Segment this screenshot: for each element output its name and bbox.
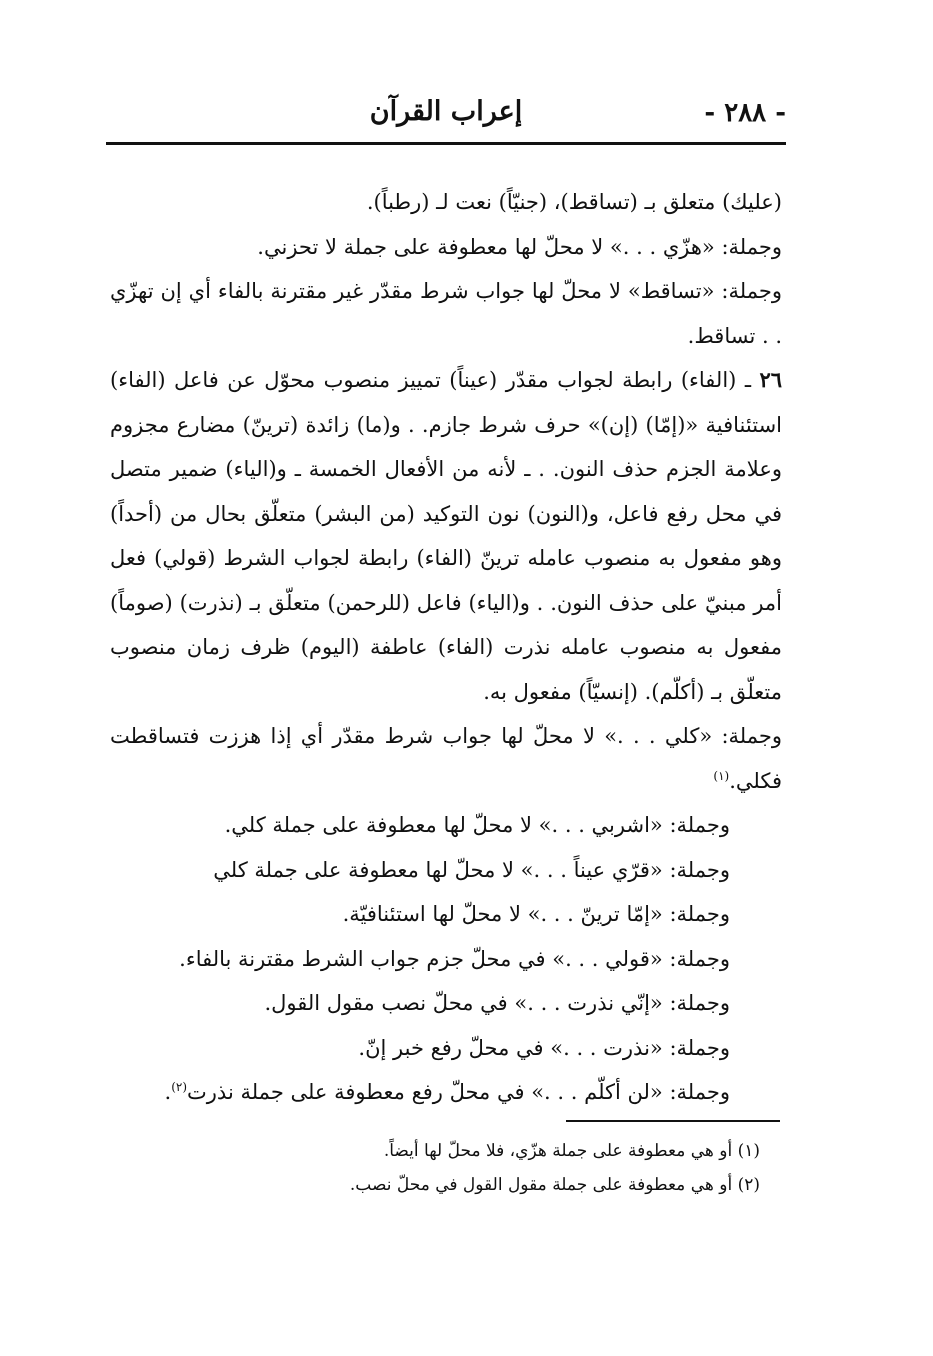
list-item: وجملة: «إنّي نذرت . . .» في محلّ نصب مقول القول.: [264, 991, 730, 1015]
footnote-ref-1: (١): [713, 768, 730, 783]
sentence-list: [110, 803, 782, 1115]
header-rule: [106, 142, 786, 145]
paragraph-5: [110, 714, 782, 803]
page-number: - ٢٨٨ -: [704, 98, 786, 128]
footnote-2: (٢) أو هي معطوفة على جملة مقول القول في محلّ نصب.: [349, 1175, 760, 1195]
list-item-last-text: وجملة: «لن أكلّم . . .» في محلّ رفع معطوفة على جملة نذرت: [187, 1080, 730, 1104]
list-item: وجملة: «إمّا ترينّ . . .» لا محلّ لها استئنافيّة.: [342, 902, 730, 926]
paragraph-2: وجملة: «هزّي . . .» لا محلّ لها معطوفة على جملة لا تحزني.: [257, 234, 782, 259]
body-text: [110, 180, 782, 1115]
verse-number: ٢٦: [759, 367, 782, 392]
footnote-ref-2: (٢): [171, 1080, 188, 1094]
footnotes: [300, 1134, 760, 1202]
paragraph-5-text: وجملة: «كلي . . .» لا محلّ لها جواب شرط مقدّر أي إذا هززت فتساقطت فكلي.: [110, 724, 782, 793]
paragraph-1: (عليك) متعلق بـ (تساقط)، (جنيّاً) نعت لـ (رطباً).: [366, 190, 782, 214]
list-item-last-end: .: [164, 1080, 172, 1104]
paragraph-3: وجملة: «تساقط» لا محلّ لها جواب شرط مقدّر غير مقترنة بالفاء أي إن تهزّي . . تساقط.: [110, 279, 782, 348]
list-item: وجملة: «قولي . . .» في محلّ جزم جواب الشرط مقترنة بالفاء.: [179, 946, 730, 971]
list-item-last: [110, 1070, 782, 1115]
page-header: [106, 92, 786, 138]
list-item: وجملة: «نذرت . . .» في محلّ رفع خبر إنّ.: [358, 1035, 730, 1060]
list-item: وجملة: «قرّي عيناً . . .» لا محلّ لها معطوفة على جملة كلي: [213, 857, 730, 882]
paragraph-verse-26: [110, 358, 782, 714]
footnote-rule: [566, 1120, 780, 1122]
running-title: إعراب القرآن: [369, 96, 523, 127]
verse-analysis: ـ (الفاء) رابطة لجواب مقدّر (عيناً) تمييز منصوب محوّل عن فاعل (الفاء) استئنافية «(إمّا) (إن)» حرف شرط جازم. . و(ما) زائدة (ترينّ) مضارع مجزوم وعلامة الجزم حذف النون. . ـ لأنه من الأفعال الخمسة ـ و(الياء) ضمير متصل في محل رفع فاعل، و(النون) نون التوكيد (من البشر) متعلّق بحال من (أحداً) وهو مفعول به منصوب عامله ترينّ (الفاء) رابطة لجواب الشرط (قولي) فعل أمر مبنيّ على حذف النون. . و(الياء) فاعل (للرحمن) متعلّق بـ (نذرت) (صوماً) مفعول به منصوب عامله نذرت (الفاء) عاطفة (اليوم) ظرف زمان منصوب متعلّق بـ (أكلّم). (إنسيّاً) مفعول به.: [110, 368, 782, 704]
footnote-1: (١) أو هي معطوفة على جملة هزّي، فلا محلّ لها أيضاً.: [383, 1141, 760, 1161]
list-item: وجملة: «اشربي . . .» لا محلّ لها معطوفة على جملة كلي.: [224, 813, 730, 837]
